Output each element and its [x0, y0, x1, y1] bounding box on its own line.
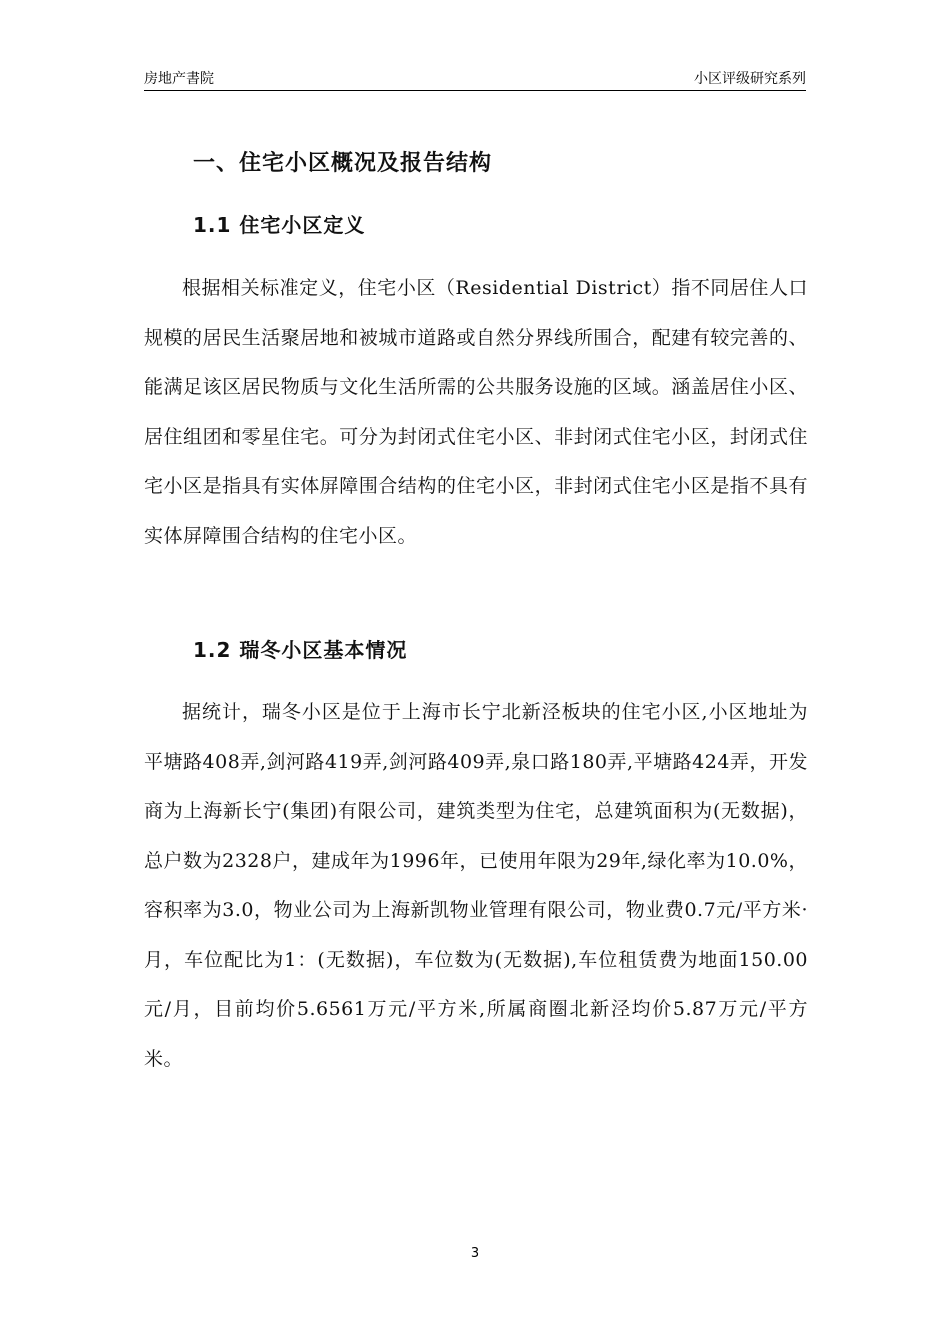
header-series-title: 小区评级研究系列: [694, 71, 806, 87]
header-publisher: 房地产書院: [144, 71, 214, 87]
basic-info-paragraph: 据统计，瑞冬小区是位于上海市长宁北新泾板块的住宅小区,小区地址为平塘路408弄,剑河路419弄,剑河路409弄,泉口路180弄,平塘路424弄，开发商为上海新长宁(集团)有限公司，建筑类型为住宅，总建筑面积为(无数据)，总户数为2328户，建成年为1996年，已使用年限为29年,绿化率为10.0%，容积率为3.0，物业公司为上海新凯物业管理有限公司，物业费0.7元/平方米·月，车位配比为1：(无数据)，车位数为(无数据),车位租赁费为地面150.00元/月，目前均价5.6561万元/平方米,所属商圈北新泾均价5.87万元/平方米。: [144, 701, 808, 1070]
subsection-title-definition: 1.1 住宅小区定义: [193, 213, 366, 237]
definition-paragraph: 根据相关标准定义，住宅小区（Residential District）指不同居住人口规模的居民生活聚居地和被城市道路或自然分界线所围合，配建有较完善的、能满足该区居民物质与文化生活所需的公共服务设施的区域。涵盖居住小区、居住组团和零星住宅。可分为封闭式住宅小区、非封闭式住宅小区，封闭式住宅小区是指具有实体屏障围合结构的住宅小区，非封闭式住宅小区是指不具有实体屏障围合结构的住宅小区。: [144, 277, 808, 547]
subsection-title-basic-info: 1.2 瑞冬小区基本情况: [193, 638, 408, 662]
page-header: [144, 62, 806, 91]
section-title: 一、住宅小区概况及报告结构: [193, 151, 493, 176]
page-number: 3: [470, 1246, 480, 1261]
